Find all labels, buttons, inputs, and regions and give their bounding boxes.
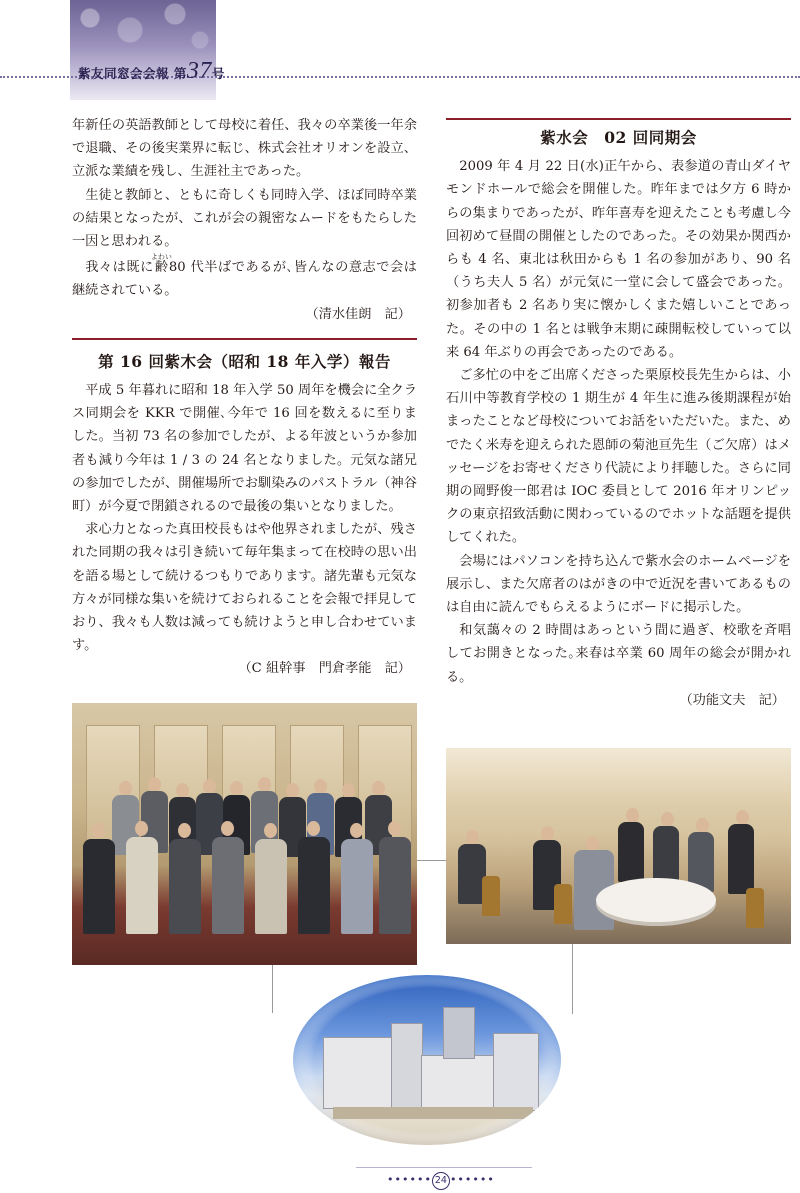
right-column bbox=[446, 118, 791, 712]
age-furigana: よわい bbox=[150, 253, 172, 262]
section-paragraph: 2009 年 4 月 22 日(水)正午から、表参道の青山ダイヤモンドホールで総会を開催した。昨年までは夕方 6 時からの集まりであったが、昨年喜寿を迎えたことも考慮し今回初めて昼間の開催としたのであった。その効果か関西からも 4 名、東北は秋田からも 1 名の参加があり、90 名（うち夫人 5 名）が元気に一堂に会して盛会であった。初参加者も 2 名あり実に懐かしくまた嬉しいことであった。その中の 1 名とは戦争末期に疎開転校していって以来 64 年ぶりの再会であったのである。 bbox=[446, 159, 791, 360]
section-paragraph: 求心力となった真田校長もはや他界されましたが、残された同期の我々は引き続いて毎年集まって在校時の思い出を語る場として続けるつもりであります。諸先輩も元気な方々が同様な集いを続けておられることを会報で拝見しており、我々も人数は減っても続けようと申し合わせています。 bbox=[72, 522, 417, 654]
section-title-shisuikai: 紫水会 02 回同期会 bbox=[446, 118, 791, 155]
photo-connector-line bbox=[572, 944, 573, 1014]
section-paragraph: 平成 5 年暮れに昭和 18 年入学 50 周年を機会に全クラス同期会を KKR で開催､今年で 16 回を数えるに至りました。当初 73 名の参加でしたが、よる年波というか参加者も減り今年は 1 / 3 の 24 名となりました。元気な諸兄の参加でしたが、開催場所でお馴染みのパストラル（神谷町）が今夏で閉鎖されるので最後の集いとなりました。 bbox=[72, 383, 417, 515]
newsletter-title: 紫友同窓会会報 第37号 bbox=[78, 58, 225, 84]
intro-paragraph: 我々は既に齢よわい80 代半ばであるが､皆んなの意志で会は継続されている。 bbox=[72, 253, 417, 299]
section-title-shimokukai: 第 16 回紫木会（昭和 18 年入学）報告 bbox=[72, 338, 417, 379]
footer-rule bbox=[356, 1167, 532, 1168]
age-kanji: 齢 bbox=[150, 260, 172, 276]
floral-pattern-decoration bbox=[70, 0, 216, 55]
section-signature: （功能文夫 記） bbox=[679, 692, 785, 708]
left-column bbox=[72, 114, 417, 681]
page-number-circle: 24 bbox=[432, 1172, 450, 1190]
section-paragraph: ご多忙の中をご出席くださった栗原校長先生からは、小石川中等教育学校の 1 期生が 4 年生に進み後期課程が始まったことなど母校についてお話をいただいた。また、めでたく米寿を迎えられた恩師の菊池亘先生（ご欠席）はメッセージをお寄せくださり代読により拝聴した。さらに同期の岡野俊一郎君は IOC 委員として 2016 年オリンピックの東京招致活動に関わっているのでホットな話題を提供してくれた。 bbox=[446, 368, 791, 546]
page-number: •••••• 24 •••••• bbox=[387, 1172, 495, 1190]
issue-number: 37 bbox=[186, 58, 212, 84]
intro-signature: （清水佳朗 記） bbox=[305, 306, 411, 322]
photo-connector-line bbox=[417, 860, 446, 861]
group-photo bbox=[72, 703, 417, 965]
section-signature: （C 組幹事 門倉孝能 記） bbox=[238, 661, 411, 677]
intro-paragraph: 年新任の英語教師として母校に着任、我々の卒業後一年余で退職、その後実業界に転じ、株式会社オリオンを設立、立派な業績を残し、生涯社主であった。 bbox=[72, 118, 417, 180]
intro-paragraph: 生徒と教師と、ともに奇しくも同時入学、ほぼ同時卒業の結果となったが、これが会の親密なムードをもたらした一因と思われる。 bbox=[72, 187, 417, 250]
school-building-photo bbox=[293, 975, 561, 1145]
section-paragraph: 会場にはパソコンを持ち込んで紫水会のホームページを展示し、また欠席者のはがきの中で近況を書いてあるものは自由に読んでもらえるようにボードに掲示した。 bbox=[446, 553, 791, 616]
section-paragraph: 和気藹々の 2 時間はあっという間に過ぎ、校歌を斉唱してお開きとなった｡来春は卒業 60 周年の総会が開かれる。 bbox=[446, 623, 791, 685]
photo-connector-line bbox=[272, 965, 273, 1013]
banquet-photo bbox=[446, 748, 791, 944]
header-banner bbox=[70, 0, 216, 100]
